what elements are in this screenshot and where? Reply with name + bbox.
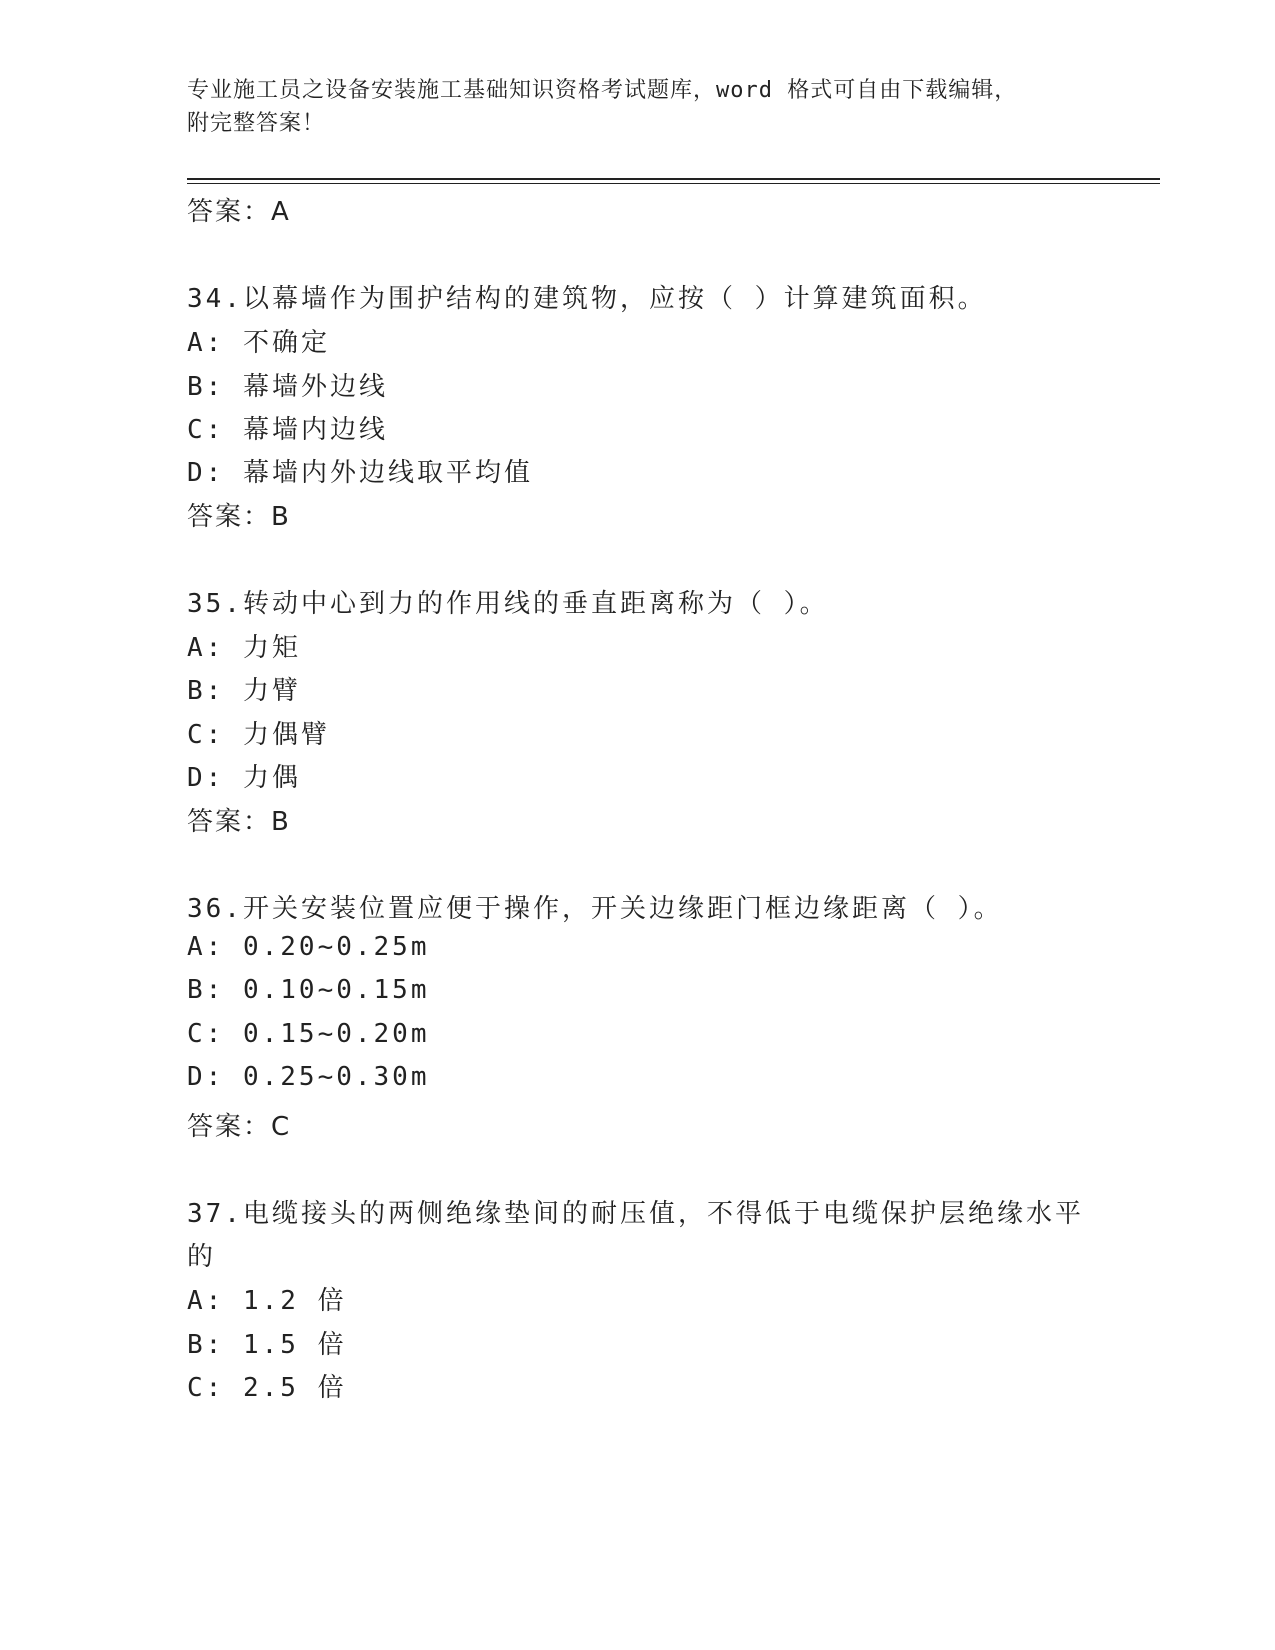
question-37-option-c: C: 2.5 倍 <box>187 1373 347 1403</box>
question-35-option-d: D: 力偶 <box>187 763 301 793</box>
header-line-1: 专业施工员之设备安装施工基础知识资格考试题库，word 格式可自由下载编辑， <box>187 78 1018 103</box>
answer-33: 答案：A <box>187 197 291 227</box>
question-36-option-c: C: 0.15~0.20m <box>187 1019 430 1049</box>
question-37-option-a: A: 1.2 倍 <box>187 1286 347 1316</box>
question-37-stem-line-2: 的 <box>187 1242 217 1272</box>
header-divider <box>187 178 1160 180</box>
question-35-option-c: C: 力偶臂 <box>187 720 330 750</box>
question-37-stem-line-1: 37.电缆接头的两侧绝缘垫间的耐压值，不得低于电缆保护层绝缘水平 <box>187 1199 1084 1229</box>
question-34-option-b: B: 幕墙外边线 <box>187 372 388 402</box>
header-divider-thin <box>187 183 1160 184</box>
answer-35: 答案：B <box>187 807 291 837</box>
question-35-stem: 35.转动中心到力的作用线的垂直距离称为（ ）。 <box>187 589 829 619</box>
question-36-stem: 36.开关安装位置应便于操作，开关边缘距门框边缘距离（ ）。 <box>187 894 1003 924</box>
question-36-option-b: B: 0.10~0.15m <box>187 975 430 1005</box>
question-36-option-d: D: 0.25~0.30m <box>187 1062 430 1092</box>
question-34-option-d: D: 幕墙内外边线取平均值 <box>187 458 533 488</box>
question-35-option-a: A: 力矩 <box>187 633 301 663</box>
question-34-stem: 34.以幕墙作为围护结构的建筑物，应按（ ）计算建筑面积。 <box>187 284 987 314</box>
question-34-option-a: A: 不确定 <box>187 328 330 358</box>
answer-34: 答案：B <box>187 502 291 532</box>
question-37-option-b: B: 1.5 倍 <box>187 1330 347 1360</box>
question-34-option-c: C: 幕墙内边线 <box>187 415 388 445</box>
header-line-2: 附完整答案！ <box>187 111 326 136</box>
question-35-option-b: B: 力臂 <box>187 676 301 706</box>
answer-36: 答案：C <box>187 1112 292 1142</box>
question-36-option-a: A: 0.20~0.25m <box>187 932 430 962</box>
page-header <box>187 74 1087 140</box>
